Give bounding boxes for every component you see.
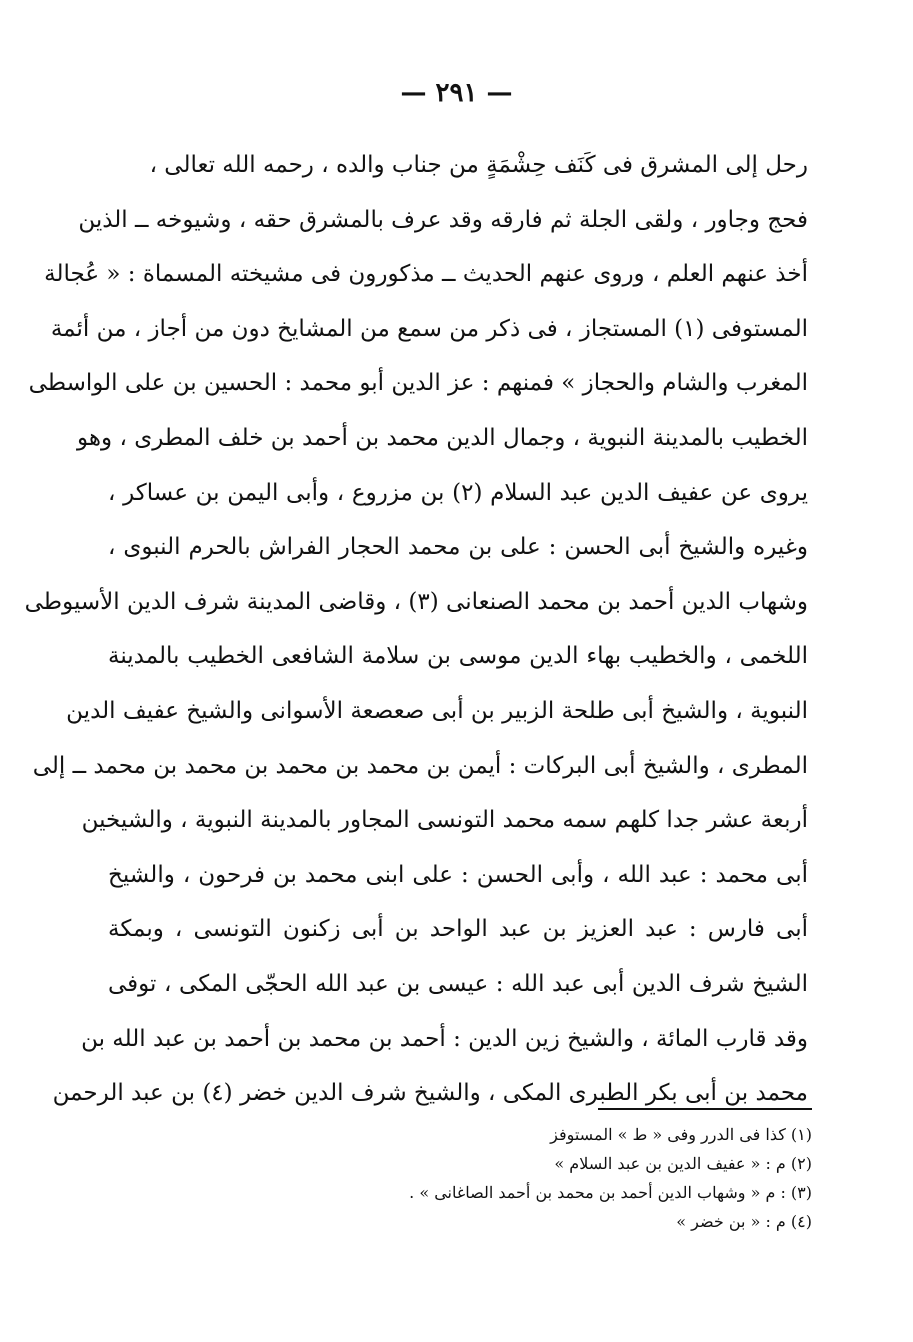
footnote: (٤) م : « بن خضر » [676, 1212, 812, 1231]
text-line: وغيره والشيخ أبى الحسن : على بن محمد الحجار الفراش بالحرم النبوى ، [108, 534, 808, 561]
footnote: (١) كذا فى الدرر وفى « ط » المستوفز [550, 1125, 812, 1144]
text-line: أخذ عنهم العلم ، وروى عنهم الحديث ــ مذكورون فى مشيخته المسماة : « عُجالة [44, 261, 808, 288]
text-line: المستوفى (١) المستجاز ، فى ذكر من سمع من المشايخ دون من أجاز ، من أئمة [50, 315, 808, 342]
text-line: أبى فارس : عبد العزيز بن عبد الواحد بن أبى زكنون التونسى ، وبمكة [108, 916, 808, 943]
text-line: اللخمى ، والخطيب بهاء الدين موسى بن سلامة الشافعى الخطيب بالمدينة [108, 643, 808, 670]
text-line: وقد قارب المائة ، والشيخ زين الدين : أحمد بن محمد بن أحمد بن عبد الله بن [81, 1025, 808, 1052]
text-line: رحل إلى المشرق فى كَنَف حِشْمَةٍ من جناب والده ، رحمه الله تعالى ، [149, 152, 808, 178]
body-text [24, 138, 808, 1121]
footnote: (٢) م : « عفيف الدين بن عبد السلام » [554, 1154, 812, 1173]
footnotes [300, 1120, 812, 1236]
text-line: محمد بن أبى بكر الطبرى المكى ، والشيخ شرف الدين خضر (٤) بن عبد الرحمن [52, 1080, 808, 1107]
text-line: الشيخ شرف الدين أبى عبد الله : عيسى بن عبد الله الحجّى المكى ، توفى [108, 970, 808, 997]
text-line: وشهاب الدين أحمد بن محمد الصنعانى (٣) ، وقاضى المدينة شرف الدين الأسيوطى [24, 588, 808, 615]
text-line: المطرى ، والشيخ أبى البركات : أيمن بن محمد بن محمد بن محمد بن محمد ــ إلى [32, 752, 808, 779]
text-line: المغرب والشام والحجاز » فمنهم : عز الدين أبو محمد : الحسين بن على الواسطى [28, 370, 808, 397]
text-line: يروى عن عفيف الدين عبد السلام (٢) بن مزروع ، وأبى اليمن بن عساكر ، [108, 479, 808, 506]
text-line: أبى محمد : عبد الله ، وأبى الحسن : على ابنى محمد بن فرحون ، والشيخ [108, 861, 808, 888]
footnote-divider [598, 1108, 812, 1110]
text-line: أربعة عشر جدا كلهم سمه محمد التونسى المجاور بالمدينة النبوية ، والشيخين [81, 807, 808, 834]
footnote: (٣) : م « وشهاب الدين أحمد بن محمد بن أحمد الصاغانى » . [409, 1183, 812, 1202]
text-line: الخطيب بالمدينة النبوية ، وجمال الدين محمد بن أحمد بن خلف المطرى ، وهو [77, 424, 808, 451]
page-number: — ٢٩١ — [400, 78, 513, 108]
text-line: فحج وجاور ، ولقى الجلة ثم فارقه وقد عرف بالمشرق حقه ، وشيوخه ــ الذين [78, 206, 808, 233]
text-line: النبوية ، والشيخ أبى طلحة الزبير بن أبى صعصعة الأسوانى والشيخ عفيف الدين [66, 697, 808, 724]
